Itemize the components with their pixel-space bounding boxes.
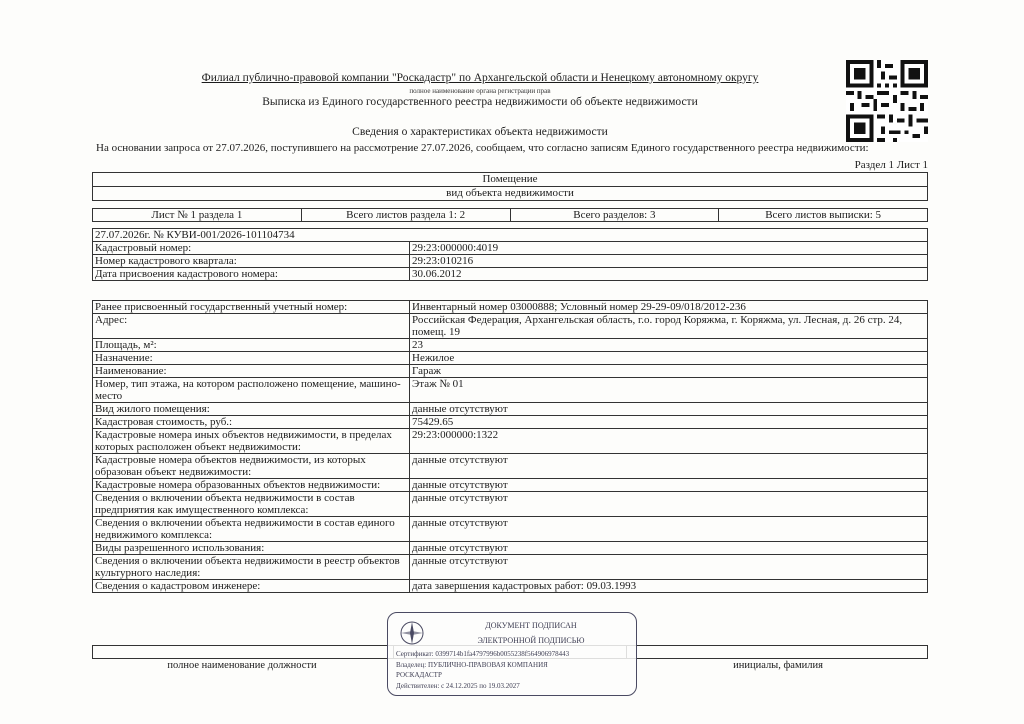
table-row: [93, 542, 928, 555]
row-value: Инвентарный номер 03000888; Условный номер 29-29-09/018/2012-236: [410, 301, 928, 314]
org-name: Филиал публично-правовой компании "Роскадастр" по Архангельской области и Ненецкому автономному округу: [201, 72, 759, 84]
qr-code: [846, 60, 928, 142]
table-row: [93, 301, 928, 314]
table-row: [93, 255, 928, 268]
cadastral-number: 29:23:000000:4019: [410, 242, 928, 255]
identification-table: [92, 228, 928, 281]
row-label: Сведения о кадастровом инженере:: [93, 580, 410, 593]
stamp-owner-name: РОСКАДАСТР: [396, 671, 442, 679]
row-label: Вид жилого помещения:: [93, 403, 410, 416]
table-row: [93, 454, 928, 479]
row-label: Виды разрешенного использования:: [93, 542, 410, 555]
row-value: Нежилое: [410, 352, 928, 365]
row-value: данные отсутствуют: [410, 479, 928, 492]
table-row: [93, 403, 928, 416]
section-sheet-label: Раздел 1 Лист 1: [854, 159, 928, 171]
row-value: Российская Федерация, Архангельская область, г.о. город Коряжма, г. Коряжма, ул. Лесная, д. 26 стр. 24, помещ. 19: [410, 314, 928, 339]
table-row: [93, 416, 928, 429]
table-row: [93, 378, 928, 403]
request-basis-text: На основании запроса от 27.07.2026, поступившего на рассмотрение 27.07.2026, сообщаем, что согласно записям Единого государственного реестра недвижимости:: [96, 142, 869, 154]
position-caption: полное наименование должности: [167, 660, 317, 671]
object-type-caption: вид объекта недвижимости: [93, 187, 928, 201]
signature-position-cell: [93, 646, 394, 659]
name-caption: инициалы, фамилия: [733, 660, 823, 671]
stamp-line-2: ЭЛЕКТРОННОЙ ПОДПИСЬЮ: [477, 636, 585, 645]
row-label: Ранее присвоенный государственный учетный номер:: [93, 301, 410, 314]
row-value: дата завершения кадастровых работ: 09.03.1993: [410, 580, 928, 593]
row-label: Кадастровые номера иных объектов недвижимости, в пределах которых расположен объект недвижимости:: [93, 429, 410, 454]
row-value: 75429.65: [410, 416, 928, 429]
row-value: данные отсутствуют: [410, 555, 928, 580]
signature-name-cell: [627, 646, 928, 659]
table-row: [93, 339, 928, 352]
table-row: [93, 429, 928, 454]
row-label: Назначение:: [93, 352, 410, 365]
extract-date-number: 27.07.2026г. № КУВИ-001/2026-101104734: [93, 229, 928, 242]
section-sheet-count: Всего листов раздела 1: 2: [301, 209, 510, 222]
document-subtitle: Сведения о характеристиках объекта недвижимости: [352, 126, 608, 138]
details-table: [92, 300, 928, 593]
table-row: [93, 492, 928, 517]
row-value: данные отсутствуют: [410, 403, 928, 416]
org-name-caption: полное наименование органа регистрации прав: [409, 87, 551, 95]
e-signature-stamp: [387, 612, 637, 696]
row-value: Этаж № 01: [410, 378, 928, 403]
row-label: Сведения о включении объекта недвижимости в состав единого недвижимого комплекса:: [93, 517, 410, 542]
extract-sheet-count: Всего листов выписки: 5: [719, 209, 928, 222]
table-row: [93, 314, 928, 339]
row-label: Номер, тип этажа, на котором расположено помещение, машино-место: [93, 378, 410, 403]
row-label: Кадастровые номера объектов недвижимости, из которых образован объект недвижимости:: [93, 454, 410, 479]
row-label: Сведения о включении объекта недвижимости в состав предприятия как имущественного комплекса:: [93, 492, 410, 517]
table-row: [93, 555, 928, 580]
row-label: Адрес:: [93, 314, 410, 339]
table-row: [93, 517, 928, 542]
table-row: [93, 352, 928, 365]
table-row: [93, 580, 928, 593]
sheet-number: Лист № 1 раздела 1: [93, 209, 302, 222]
emblem-icon: [398, 619, 426, 647]
stamp-validity: Действителен: с 24.12.2025 по 19.03.2027: [396, 682, 520, 690]
row-value: Гараж: [410, 365, 928, 378]
row-value: данные отсутствуют: [410, 517, 928, 542]
table-row: [93, 242, 928, 255]
stamp-owner: Владелец: ПУБЛИЧНО-ПРАВОВАЯ КОМПАНИЯ: [396, 661, 548, 669]
assignment-date: 30.06.2012: [410, 268, 928, 281]
row-label: Дата присвоения кадастрового номера:: [93, 268, 410, 281]
row-label: Номер кадастрового квартала:: [93, 255, 410, 268]
row-label: Кадастровые номера образованных объектов недвижимости:: [93, 479, 410, 492]
stamp-line-1: ДОКУМЕНТ ПОДПИСАН: [485, 621, 577, 630]
row-value: данные отсутствуют: [410, 542, 928, 555]
sheet-info-table: [92, 208, 928, 222]
table-row: [93, 479, 928, 492]
table-row: [93, 365, 928, 378]
row-value: 29:23:000000:1322: [410, 429, 928, 454]
stamp-certificate: Сертификат: 0399714b1fa4797996b0055238f564906978443: [396, 650, 570, 658]
row-label: Сведения о включении объекта недвижимости в реестр объектов культурного наследия:: [93, 555, 410, 580]
row-value: 23: [410, 339, 928, 352]
row-label: Кадастровый номер:: [93, 242, 410, 255]
table-row: [93, 268, 928, 281]
document-title: Выписка из Единого государственного реестра недвижимости об объекте недвижимости: [262, 96, 698, 108]
row-label: Наименование:: [93, 365, 410, 378]
cadastral-quarter: 29:23:010216: [410, 255, 928, 268]
row-value: данные отсутствуют: [410, 492, 928, 517]
row-label: Кадастровая стоимость, руб.:: [93, 416, 410, 429]
section-count: Всего разделов: 3: [510, 209, 719, 222]
row-value: данные отсутствуют: [410, 454, 928, 479]
row-label: Площадь, м²:: [93, 339, 410, 352]
object-type-table: [92, 172, 928, 201]
object-type: Помещение: [93, 173, 928, 187]
